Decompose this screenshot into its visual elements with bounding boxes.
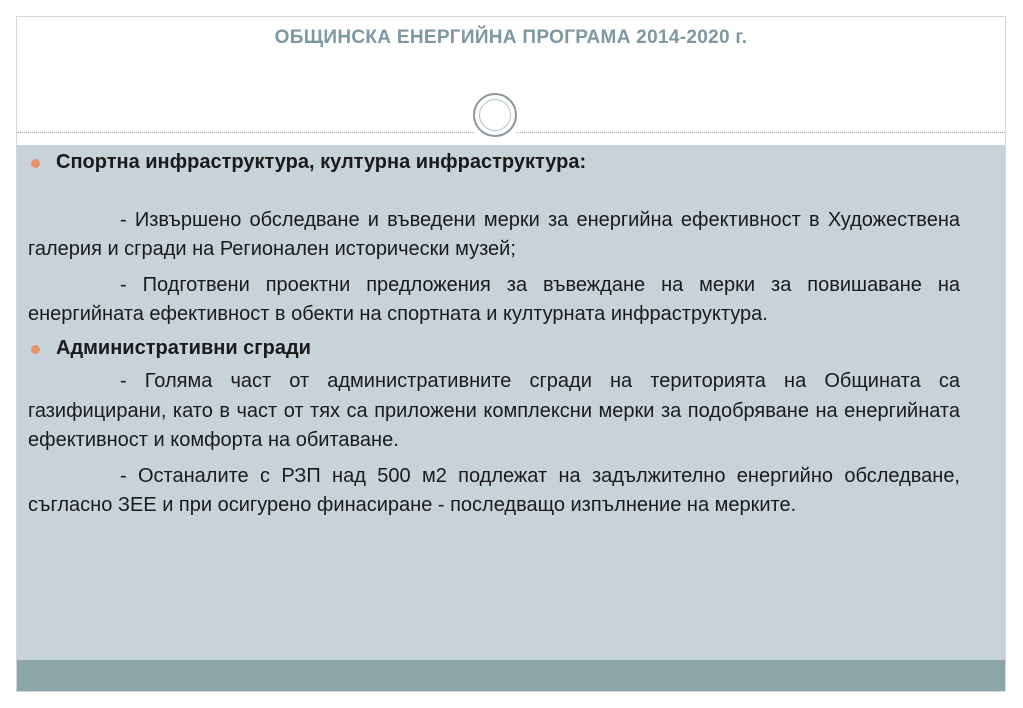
section-heading-text: Административни сгради	[56, 336, 311, 359]
section-heading	[28, 334, 960, 364]
ornament-ring	[473, 93, 517, 137]
paragraph: - Останалите с РЗП над 500 м2 подлежат на задължително енергийно обследване, съгласно ЗЕЕ и при осигурено финасиране - последващо изпълнение на мерките.	[28, 464, 960, 516]
bullet-dot-icon	[31, 159, 40, 168]
slide-title: ОБЩИНСКА ЕНЕРГИЙНА ПРОГРАМА 2014-2020 г.	[274, 27, 748, 48]
section-heading	[28, 148, 960, 178]
section-heading-text: Спортна инфраструктура, културна инфраструктура:	[56, 151, 587, 173]
spacer	[28, 178, 960, 206]
paragraph: - Голяма част от административните сгради на територията на Общината са газифицирани, като в част от тях са приложени комплексни мерки за подобряване на енергийната ефективност и комфорта на обитаване.	[28, 370, 960, 451]
footer-band	[17, 660, 1005, 691]
paragraph: - Подготвени проектни предложения за въвеждане на мерки за повишаване на енергийната ефективност в обекти на спортната и културната инфраструктура.	[28, 273, 960, 325]
circle-ornament-icon	[468, 88, 522, 142]
slide-body	[28, 148, 960, 521]
bullet-dot-icon	[31, 345, 40, 354]
paragraph: - Извършено обследване и въведени мерки за енергийна ефективност в Художествена галерия и сгради на Регионален исторически музей;	[28, 208, 960, 260]
ornament-inner-ring	[479, 99, 511, 131]
